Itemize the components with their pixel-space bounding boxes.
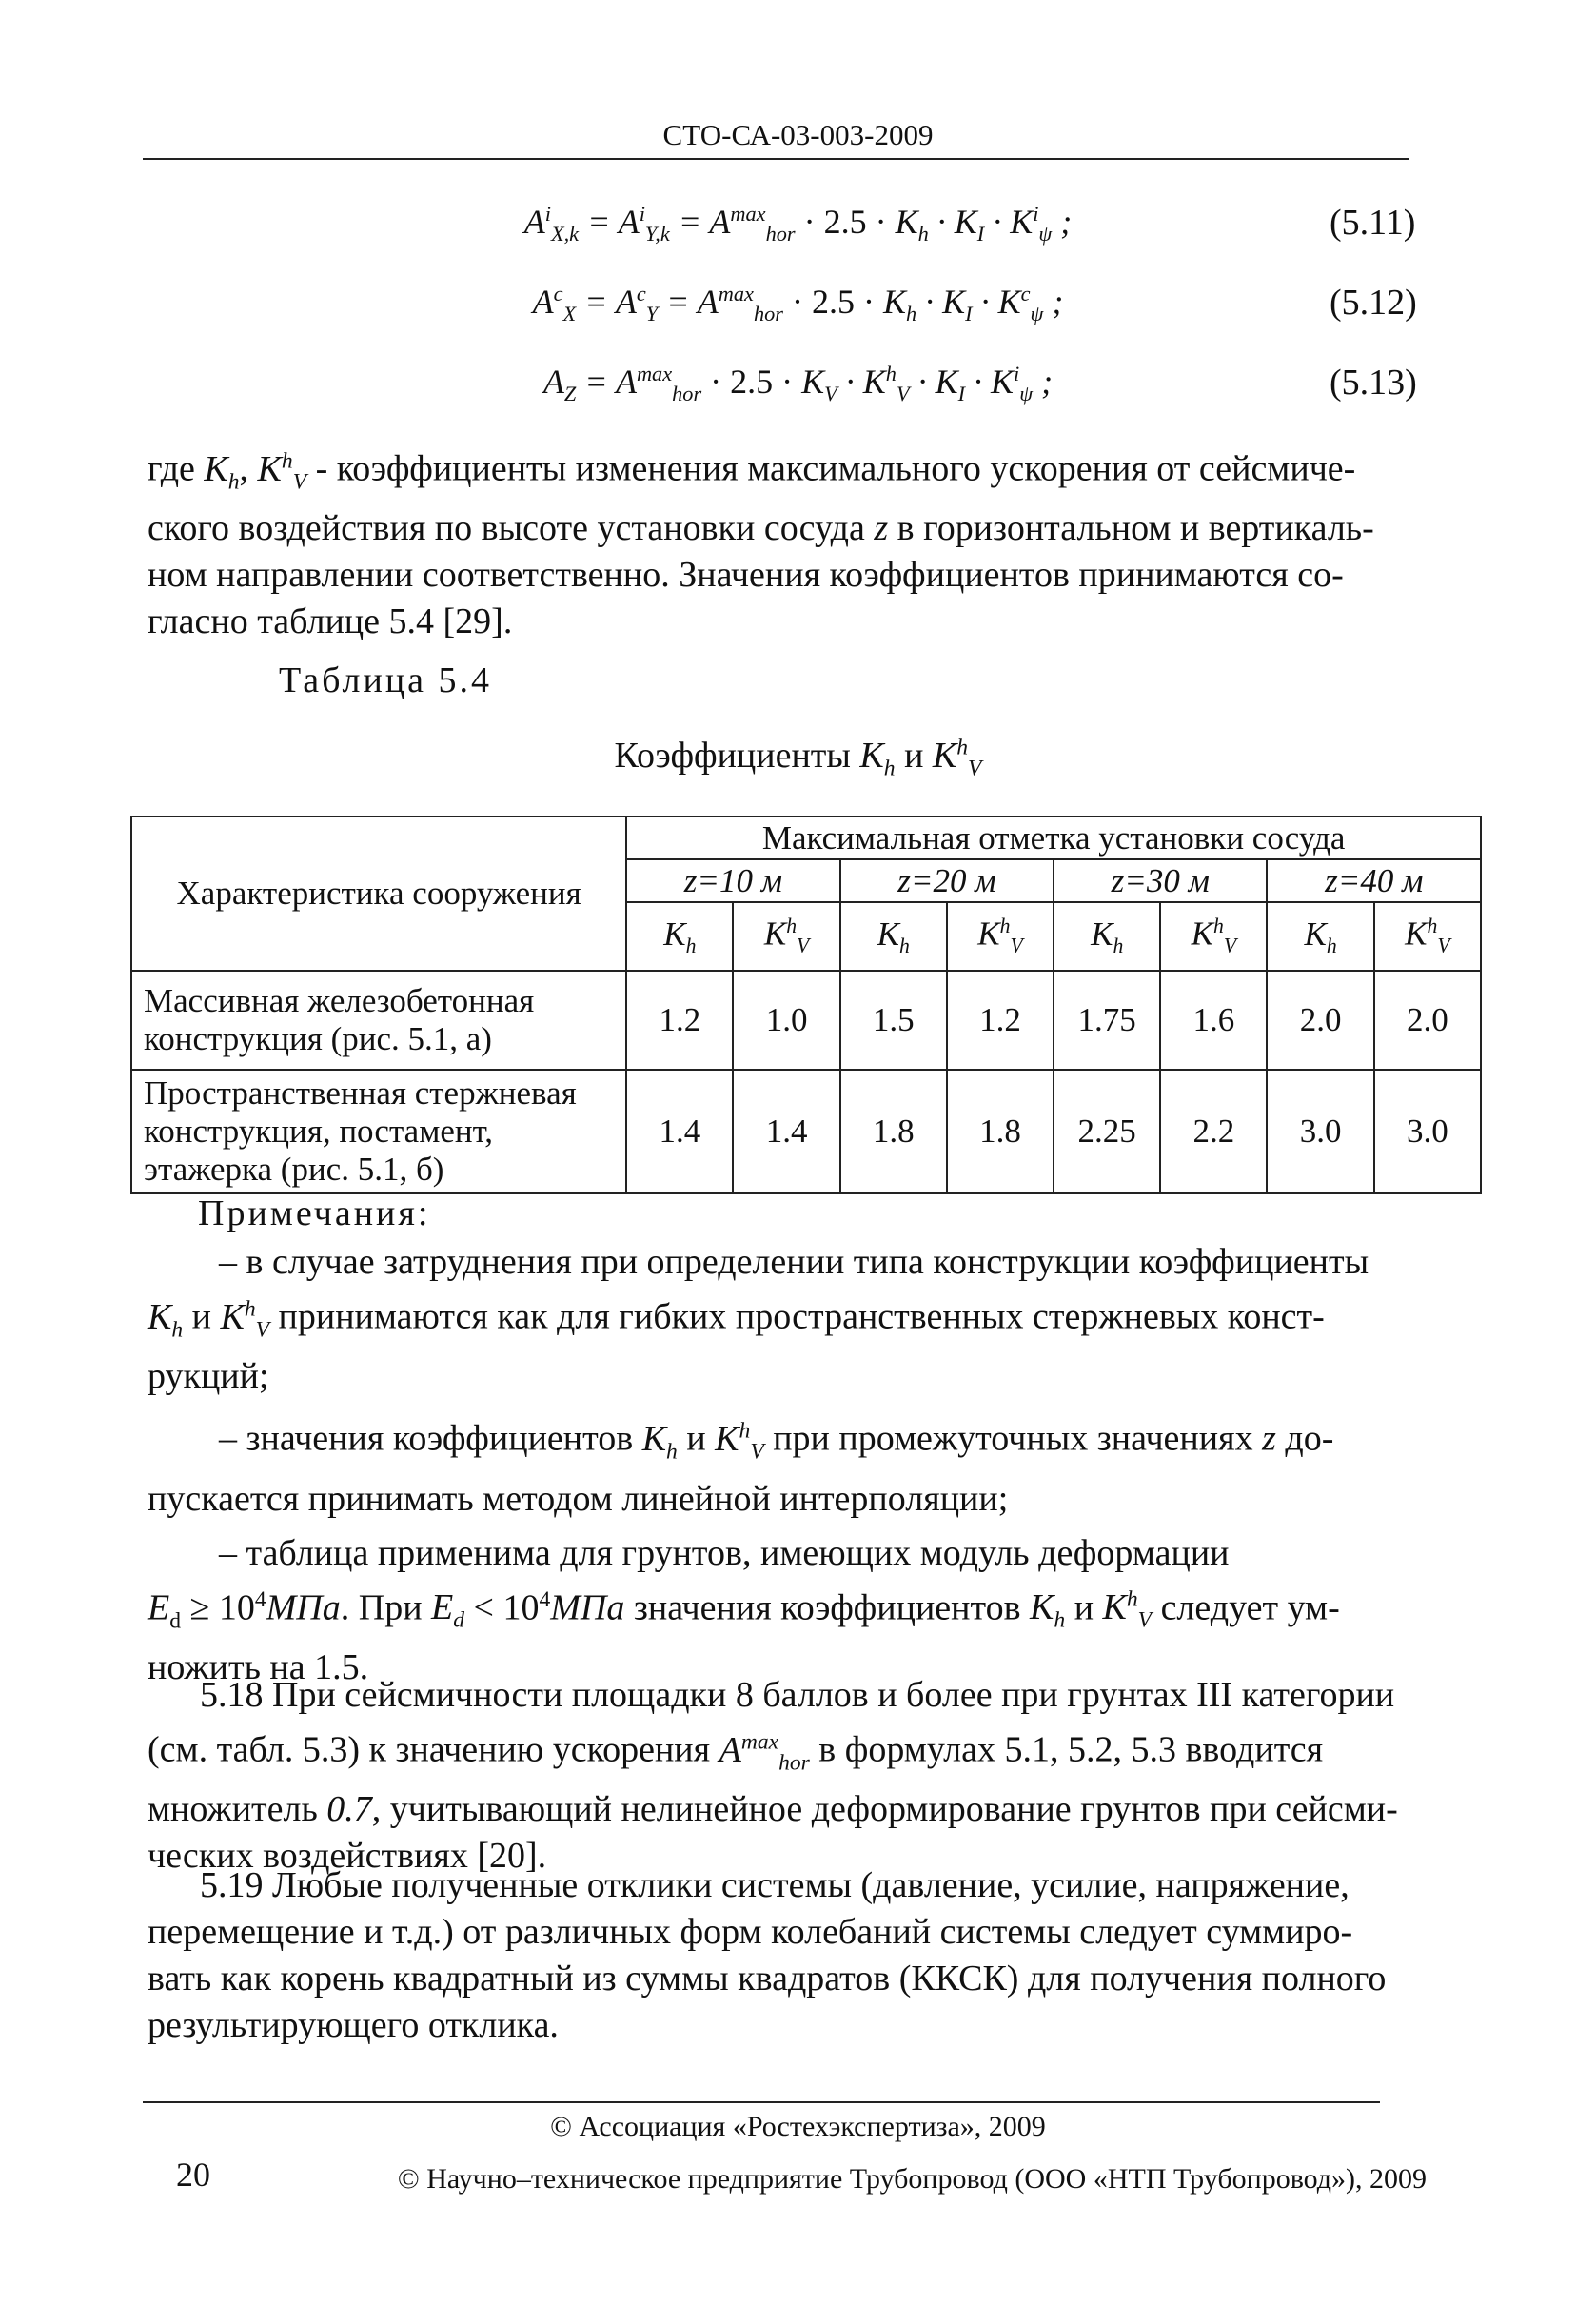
formula-5-13-body: $A_Z = A^{max}_{hor} \cdot 2.5 \cdot K_V \cdot K^h_V \cdot K_I \cdot K^i_\psi$ ; xyxy=(542,362,1054,406)
table-cell: 1.6 xyxy=(1160,971,1267,1070)
note-line: – значения коэффициентов $K_h$ и $K^h_V$ при промежуточных значениях z до- xyxy=(219,1418,1334,1465)
row-label: Пространственная стержневая конструкция, постамент, этажерка (рис. 5.1, б) xyxy=(131,1070,626,1193)
note-line: $K_h$ и $K^h_V$ принимаются как для гибких пространственных стержневых конст- xyxy=(148,1296,1325,1343)
formula-number: (5.12) xyxy=(1330,283,1417,323)
para-line: ном направлении соответственно. Значения коэффициентов принимаются со- xyxy=(148,555,1344,596)
para-line: ческих воздействиях [20]. xyxy=(148,1836,547,1877)
note-line: – в случае затруднения при определении типа конструкции коэффициенты xyxy=(219,1242,1369,1282)
para-line: 5.18 При сейсмичности площадки 8 баллов и более при грунтах III категории xyxy=(200,1675,1395,1715)
table-cell: 1.75 xyxy=(1054,971,1160,1070)
paragraph-coefficients xyxy=(148,438,1442,645)
height-header: z=40 м xyxy=(1267,859,1481,902)
table-row xyxy=(131,1070,1481,1193)
table-cell: 2.25 xyxy=(1054,1070,1160,1193)
formula-number: (5.11) xyxy=(1330,203,1416,243)
table-cell: 1.4 xyxy=(733,1070,839,1193)
para-line: результирующего отклика. xyxy=(148,2005,559,2045)
formula-5-12-body: $A^c_X = A^c_Y = A^{max}_{hor} \cdot 2.5 \cdot K_h \cdot K_I \cdot K^c_\psi$ ; xyxy=(532,282,1064,326)
kh-header: $K_h$ xyxy=(840,902,947,971)
formula-number: (5.13) xyxy=(1330,363,1417,403)
group-header-cell: Максимальная отметка установки сосуда xyxy=(626,817,1481,859)
para-line: (см. табл. 5.3) к значению ускорения $A^{max}_{hor}$ в формулах 5.1, 5.2, 5.3 вводится xyxy=(148,1729,1324,1776)
height-header: z=10 м xyxy=(626,859,839,902)
height-header: z=30 м xyxy=(1054,859,1267,902)
row-label: Массивная железобетонная конструкция (рис. 5.1, а) xyxy=(131,971,626,1070)
table-cell: 1.8 xyxy=(947,1070,1054,1193)
document-code: СТО-СА-03-003-2009 xyxy=(662,118,934,151)
header-rule xyxy=(143,158,1409,160)
table-cell: 1.4 xyxy=(626,1070,733,1193)
kv-header: $K^h_V$ xyxy=(733,902,839,971)
table-cell: 1.2 xyxy=(947,971,1054,1070)
table-title: Коэффициенты $K_h$ и $K^h_V$ xyxy=(614,735,982,781)
formula-5-13 xyxy=(0,362,1596,419)
note-line: $E_d \ge 10^4МПа$. При $E_d < 10^4МПа$ значения коэффициентов $K_h$ и $K^h_V$ следует ум- xyxy=(148,1586,1340,1633)
para-line: гласно таблице 5.4 [29]. xyxy=(148,601,513,642)
table-cell: 1.0 xyxy=(733,971,839,1070)
table-cell: 1.5 xyxy=(840,971,947,1070)
paragraph-5-18 xyxy=(148,1672,1442,1880)
coefficients-table xyxy=(130,816,1482,1194)
table-cell: 2.0 xyxy=(1374,971,1481,1070)
kv-header: $K^h_V$ xyxy=(947,902,1054,971)
notes-title: Примечания: xyxy=(198,1193,431,1233)
row-header-cell: Характеристика сооружения xyxy=(131,817,626,971)
formula-5-11-body: $A^i_{X,k} = A^i_{Y,k} = A^{max}_{hor} \cdot 2.5 \cdot K_h \cdot K_I \cdot K^i_\psi$ ; xyxy=(523,202,1073,246)
para-line: 5.19 Любые полученные отклики системы (давление, усилие, напряжение, xyxy=(200,1865,1350,1905)
note-line: – таблица применима для грунтов, имеющих модуль деформации xyxy=(219,1532,1230,1573)
note-line: рукций; xyxy=(148,1356,269,1397)
para-line: вать как корень квадратный из суммы квадратов (ККСК) для получения полного xyxy=(148,1959,1387,1999)
table-cell: 2.0 xyxy=(1267,971,1373,1070)
table-cell: 1.2 xyxy=(626,971,733,1070)
kv-header: $K^h_V$ xyxy=(1374,902,1481,971)
page-number: 20 xyxy=(176,2156,210,2194)
table-row xyxy=(131,971,1481,1070)
formula-5-12 xyxy=(0,282,1596,339)
para-line: перемещение и т.д.) от различных форм колебаний системы следует суммиро- xyxy=(148,1912,1353,1952)
kv-header: $K^h_V$ xyxy=(1160,902,1267,971)
notes-body xyxy=(148,1239,1442,1691)
table-cell: 1.8 xyxy=(840,1070,947,1193)
para-line: ского воздействия по высоте установки сосуда z в горизонтальном и вертикаль- xyxy=(148,508,1374,549)
footer-rule xyxy=(143,2101,1380,2103)
note-line: ножить на 1.5. xyxy=(148,1646,369,1687)
formula-5-11 xyxy=(0,202,1596,259)
para-line: где $K_h$, $K^h_V$ - коэффициенты изменения максимального ускорения от сейсмиче- xyxy=(148,448,1356,495)
footer-copyright-2: © Научно–техническое предприятие Трубопровод (ООО «НТП Трубопровод»), 2009 xyxy=(397,2163,1428,2195)
paragraph-5-19 xyxy=(148,1862,1442,2049)
table-label: Таблица 5.4 xyxy=(279,660,493,700)
table-cell: 3.0 xyxy=(1267,1070,1373,1193)
footer-copyright-1: © Ассоциация «Ростехэкспертиза», 2009 xyxy=(550,2111,1046,2142)
kh-header: $K_h$ xyxy=(1054,902,1160,971)
height-header: z=20 м xyxy=(840,859,1054,902)
para-line: множитель 0.7, учитывающий нелинейное деформирование грунтов при сейсми- xyxy=(148,1789,1398,1830)
note-line: пускается принимать методом линейной интерполяции; xyxy=(148,1478,1009,1519)
kh-header: $K_h$ xyxy=(626,902,733,971)
table-cell: 2.2 xyxy=(1160,1070,1267,1193)
kh-header: $K_h$ xyxy=(1267,902,1373,971)
table-cell: 3.0 xyxy=(1374,1070,1481,1193)
